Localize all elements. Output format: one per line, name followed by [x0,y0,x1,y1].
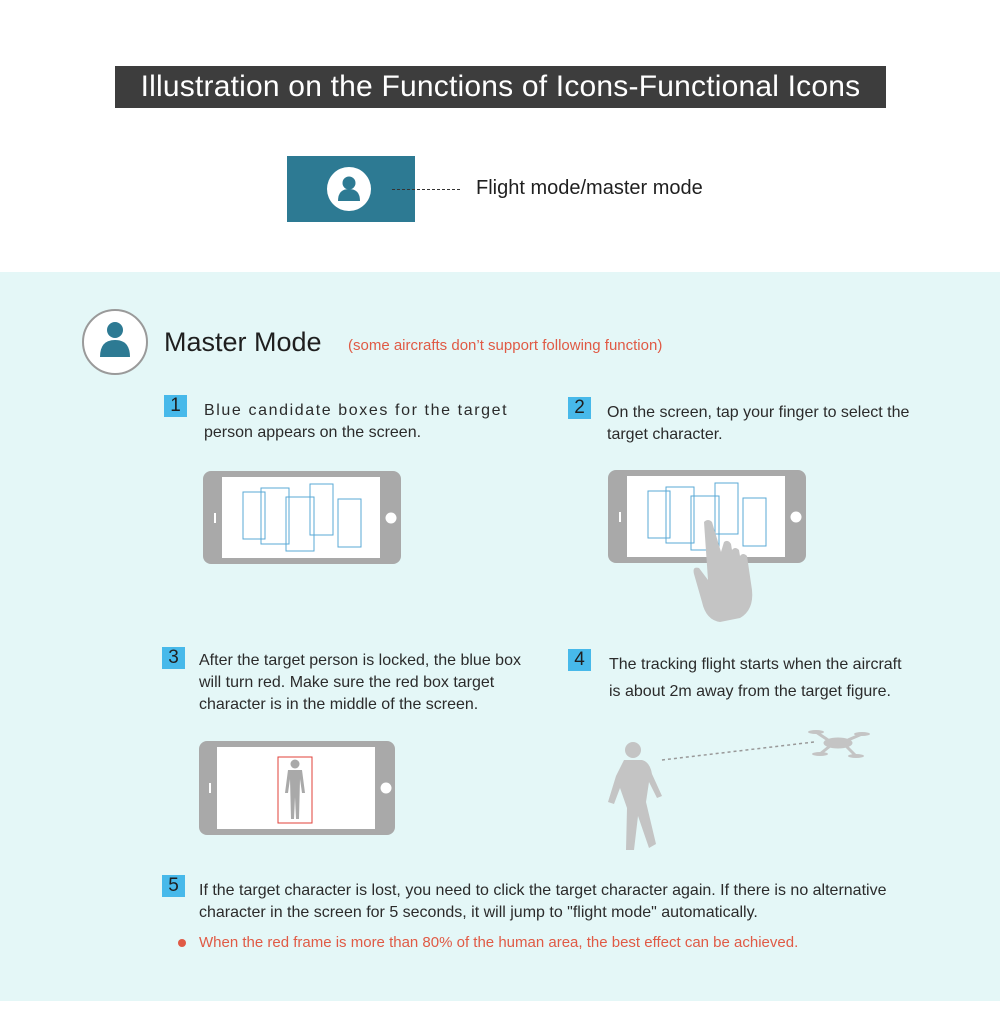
section-note: (some aircrafts don’t support following function) [348,337,663,354]
master-mode-icon [82,309,148,375]
step-text-line: target character. [607,426,723,443]
section-title: Master Mode [164,327,322,357]
step-5-text [199,880,886,924]
step-text-line: Blue candidate boxes for the target [204,402,509,419]
step-text-line: character in the screen for 5 seconds, it will jump to "flight mode" automatically. [199,904,758,921]
tip-text: When the red frame is more than 80% of the human area, the best effect can be achieved. [199,934,799,951]
phone-illustration-tap [608,470,806,625]
step-4-text [609,651,902,705]
drone-icon [808,730,870,758]
step-number: 5 [162,875,185,897]
step-text-line: will turn red. Make sure the red box target [199,674,495,691]
bullet-dot-icon [178,939,186,947]
step-text-line: person appears on the screen. [204,424,422,441]
step-text-line: After the target person is locked, the blue box [199,652,521,669]
legend-label: Flight mode/master mode [476,177,703,199]
step-number: 2 [568,397,591,419]
phone-illustration-candidates [203,471,401,564]
step-number: 4 [568,649,591,671]
step-1-text [204,400,508,444]
phone-illustration-locked [199,741,395,835]
person-icon [327,167,371,211]
step-2-text [607,402,909,446]
step-3-text [199,650,521,716]
step-text-line: The tracking flight starts when the aircraft [609,656,902,673]
step-text-line: If the target character is lost, you need to click the target character again. If there is no alternative [199,882,887,899]
step-number: 1 [164,395,187,417]
person-walking-icon [608,742,662,850]
tracking-illustration [600,722,876,854]
page-title: Illustration on the Functions of Icons-Functional Icons [115,66,886,108]
person-icon [84,311,146,373]
step-text-line: On the screen, tap your finger to select the [607,404,910,421]
step-text-line: character is in the middle of the screen. [199,696,479,713]
step-number: 3 [162,647,185,669]
legend-dashed-line [392,189,460,190]
step-text-line: is about 2m away from the target figure. [609,683,891,700]
